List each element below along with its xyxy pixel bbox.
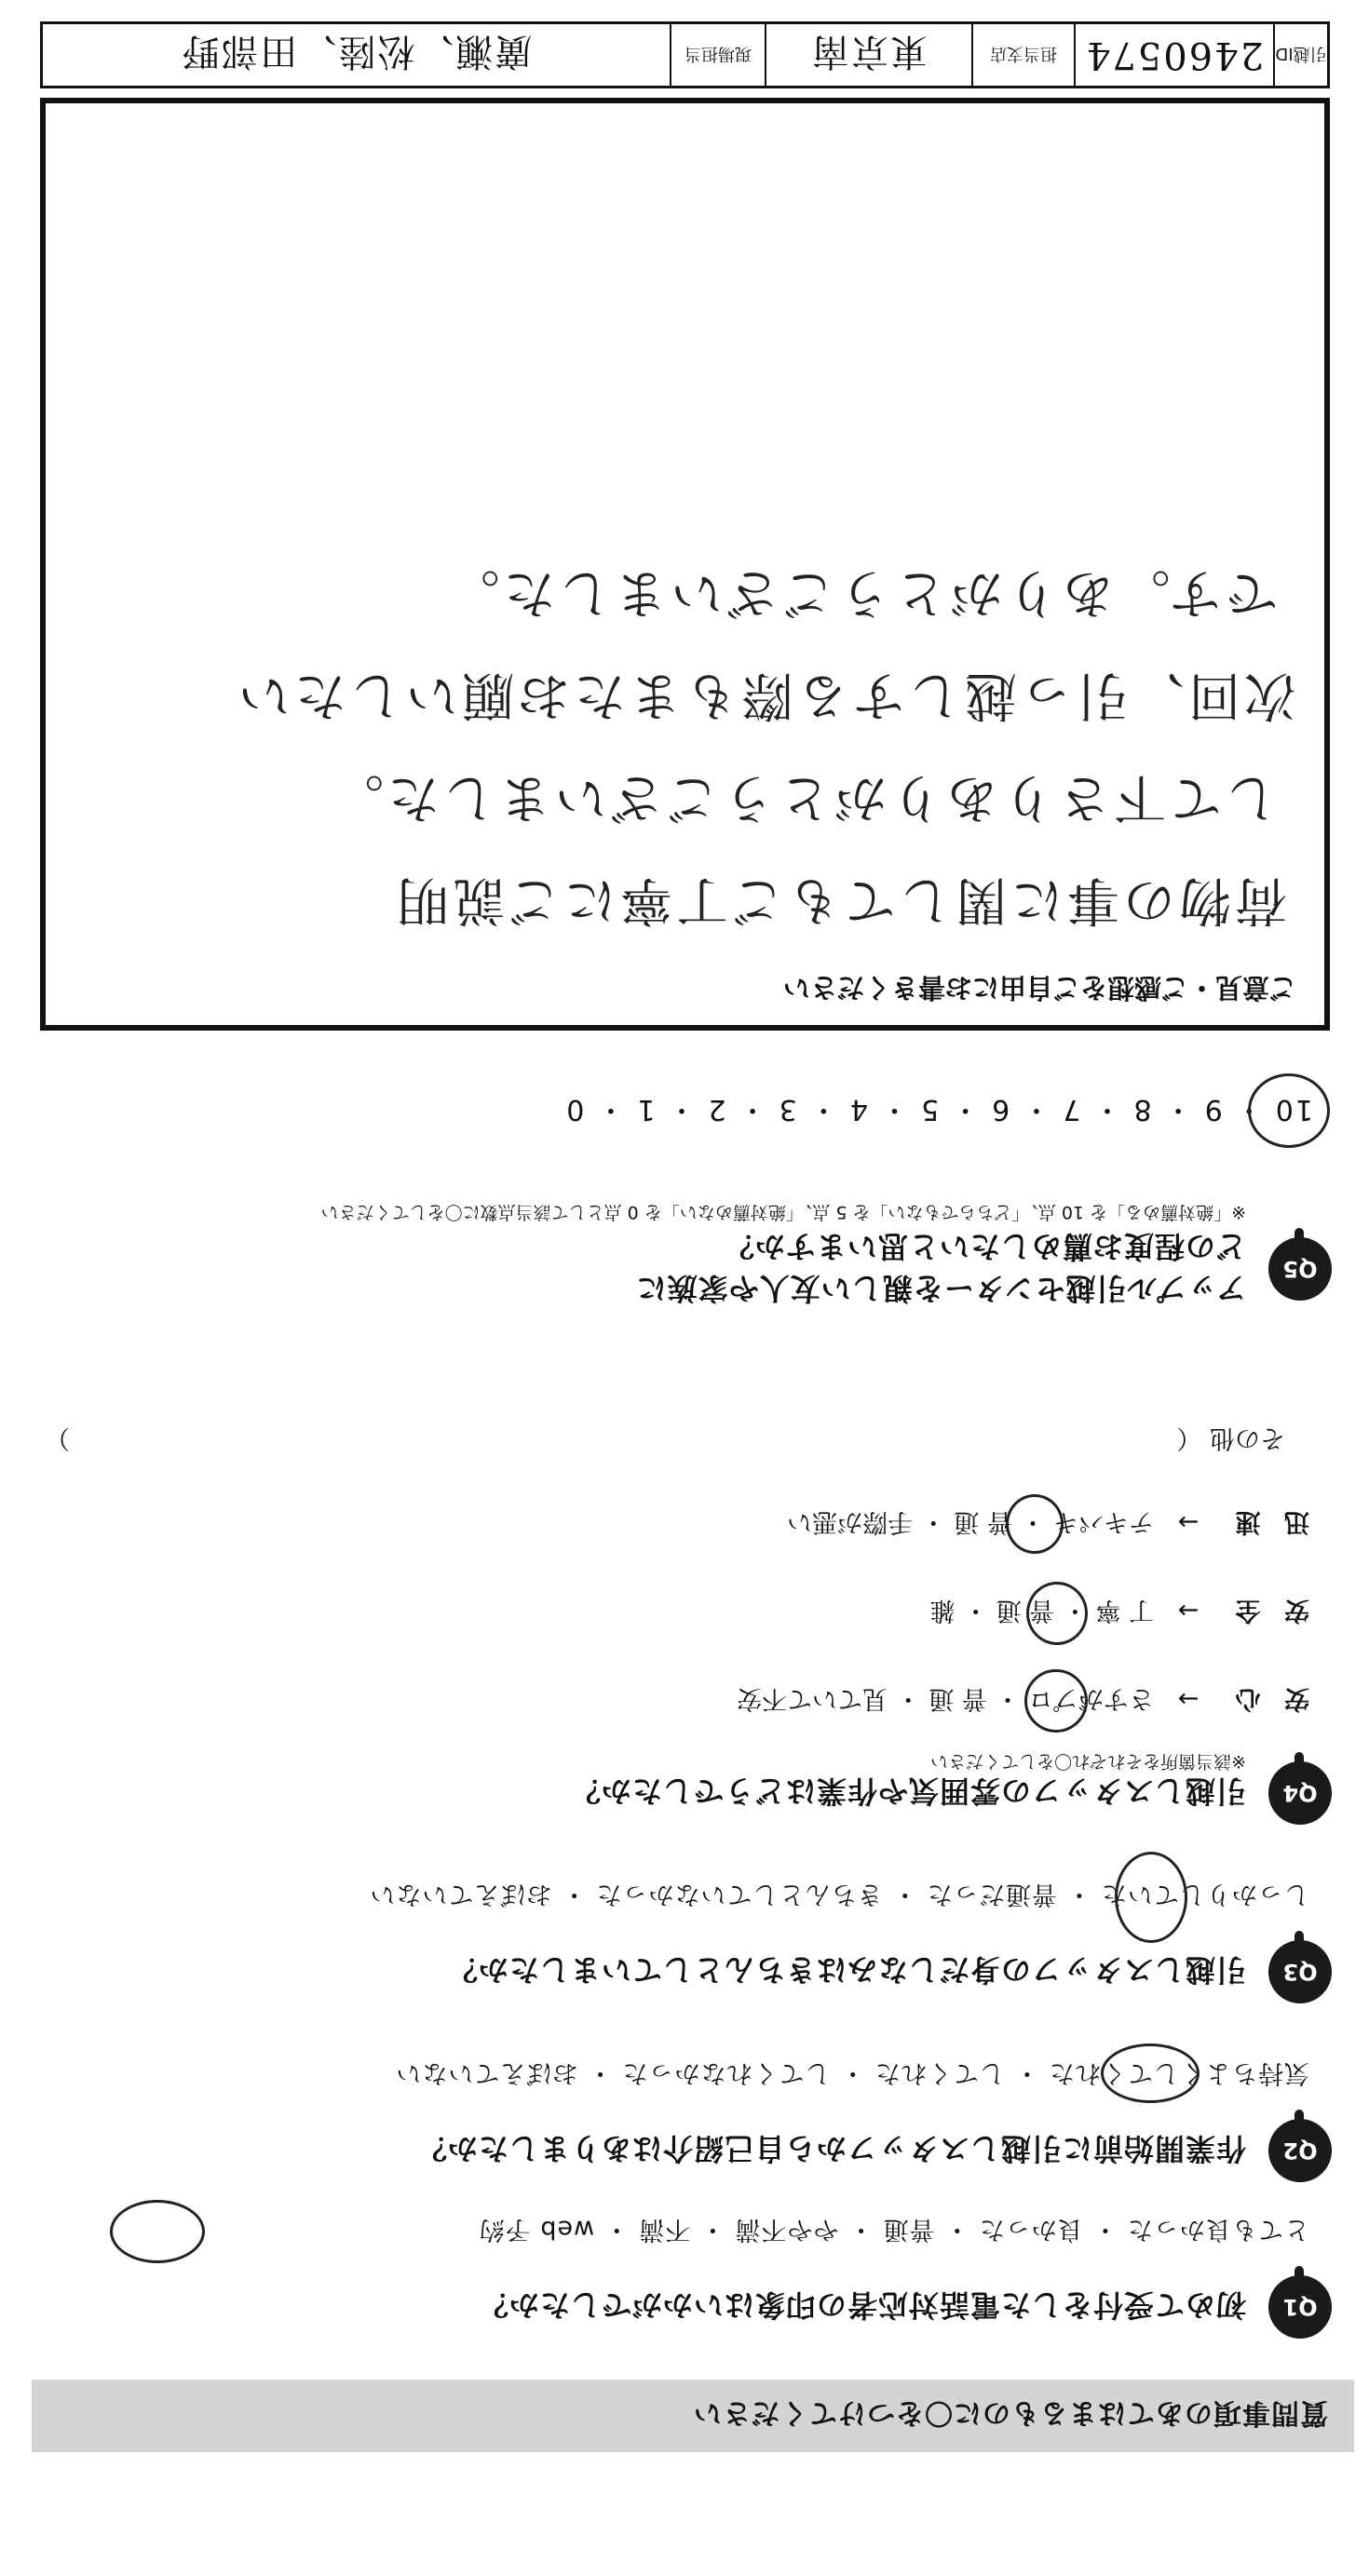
q4-row-anzen[interactable] xyxy=(930,1595,1309,1631)
q4-other[interactable] xyxy=(1176,1423,1285,1459)
id-table xyxy=(40,21,1330,88)
q3-question: 引越しスタッフの身だしなみはきちんとしていましたか？ xyxy=(446,1952,1246,1988)
q4-question: 引越しスタッフの雰囲気や作業はどうでしたか？ xyxy=(569,1774,1246,1809)
comments-box[interactable] xyxy=(40,98,1330,1031)
leader-label: 現場担当 xyxy=(684,44,752,63)
q2-options[interactable]: 気持ちよくしてくれた ・ してくれた ・ してくれなかった ・ おぼえていない xyxy=(395,2058,1309,2087)
branch-label-cell xyxy=(971,24,1074,86)
q4-other-close: ） xyxy=(45,1423,70,1452)
leader-value-cell xyxy=(43,24,670,86)
arrow-icon: → xyxy=(1177,1596,1200,1625)
q5-note: ※「絶対薦める」を 10 点、「どちらでもない」を 5 点、「絶対薦めない」を 0 点として該当点数に〇をしてください xyxy=(320,1202,1246,1222)
q1-options[interactable]: とても良かった ・ 良かった ・ 普通 ・ やや不満 ・ 不満 ・ web 予約 xyxy=(478,2215,1309,2244)
q3-selection-circle xyxy=(1115,1852,1187,1943)
q4-note: ※該当箇所をそれぞれ〇をしてください xyxy=(930,1751,1246,1772)
q4-badge-icon: Q4 xyxy=(1268,1761,1332,1825)
q4-row-label: 安 心 xyxy=(1227,1684,1309,1713)
q1-question: 初めて受付をした電話対応者の印象はいかがでしたか？ xyxy=(477,2287,1246,2323)
q4-row-options[interactable]: テキパキ ・ 普 通 ・ 手際が悪い xyxy=(787,1507,1155,1536)
q4-row-label: 迅 速 xyxy=(1227,1507,1309,1536)
q4-anzen-selection-circle xyxy=(1026,1582,1088,1645)
q5-score-scale[interactable]: 10 ・ 9 ・ 8 ・ 7 ・ 6 ・ 5 ・ 4 ・ 3 ・ 2 ・ 1 ・ 0 xyxy=(564,1093,1313,1126)
q4-row-label: 安 全 xyxy=(1227,1596,1309,1625)
comment-line-3: 次回、引っ越しする際もまたお願いしたい xyxy=(235,665,1296,725)
q2-selection-circle xyxy=(1101,2043,1200,2103)
q5-question-line2: どの程度お薦めしたいと思いますか？ xyxy=(723,1229,1246,1264)
leader-label-cell xyxy=(670,24,765,86)
instruction-bar xyxy=(32,2380,1354,2452)
branch-label: 担当支店 xyxy=(990,44,1057,63)
id-value: 2460574 xyxy=(1084,34,1265,76)
q4-row-options[interactable]: 丁 寧 ・ 普 通 ・ 雑 xyxy=(929,1596,1155,1625)
instruction-text: 質問事項のあてはまるものに〇をつけてください xyxy=(693,2396,1328,2429)
comment-line-1: 荷物の事に関してもご丁寧にご説明 xyxy=(393,870,1287,930)
q1-badge-icon: Q1 xyxy=(1268,2275,1332,2339)
q4-row-anshin[interactable] xyxy=(737,1683,1309,1720)
id-label-cell xyxy=(1273,24,1327,86)
arrow-icon: → xyxy=(1177,1684,1200,1713)
q4-other-label: その他 （ xyxy=(1176,1423,1285,1452)
q5-badge-icon: Q5 xyxy=(1268,1237,1332,1301)
leader-value: 廣瀬、松陸、田部野 xyxy=(180,30,533,74)
q4-jinsoku-selection-circle xyxy=(1006,1494,1064,1554)
arrow-icon: → xyxy=(1177,1507,1200,1536)
q5-selection-circle xyxy=(1248,1073,1330,1148)
q2-badge-icon: Q2 xyxy=(1268,2119,1332,2182)
branch-value-cell xyxy=(765,24,971,86)
q5-question-line1: アップル引越センターを親しい友人や家族に xyxy=(635,1271,1246,1306)
comments-title: ご意見・ご感想をご自由にお書きください xyxy=(782,972,1296,1004)
id-value-cell xyxy=(1074,24,1273,86)
q3-badge-icon: Q3 xyxy=(1268,1940,1332,2003)
q4-row-options[interactable]: さすがプロ ・ 普 通 ・ 見ていて不安 xyxy=(737,1684,1155,1713)
q3-options[interactable]: しっかりしていた ・ 普通だった ・ きちんとしていなかった ・ おぼえていない xyxy=(369,1880,1309,1908)
q2-question: 作業開始前に引越しスタッフから自己紹介はありましたか？ xyxy=(415,2131,1246,2166)
q1-selection-circle xyxy=(110,2200,205,2263)
comment-line-4: です。ありがとうございました。 xyxy=(443,562,1278,623)
q4-anshin-selection-circle xyxy=(1024,1669,1088,1733)
id-label: 引越ID xyxy=(1275,44,1327,63)
comment-line-2: して下さりありがとうございました。 xyxy=(328,767,1278,828)
branch-value: 東京南 xyxy=(810,30,928,74)
